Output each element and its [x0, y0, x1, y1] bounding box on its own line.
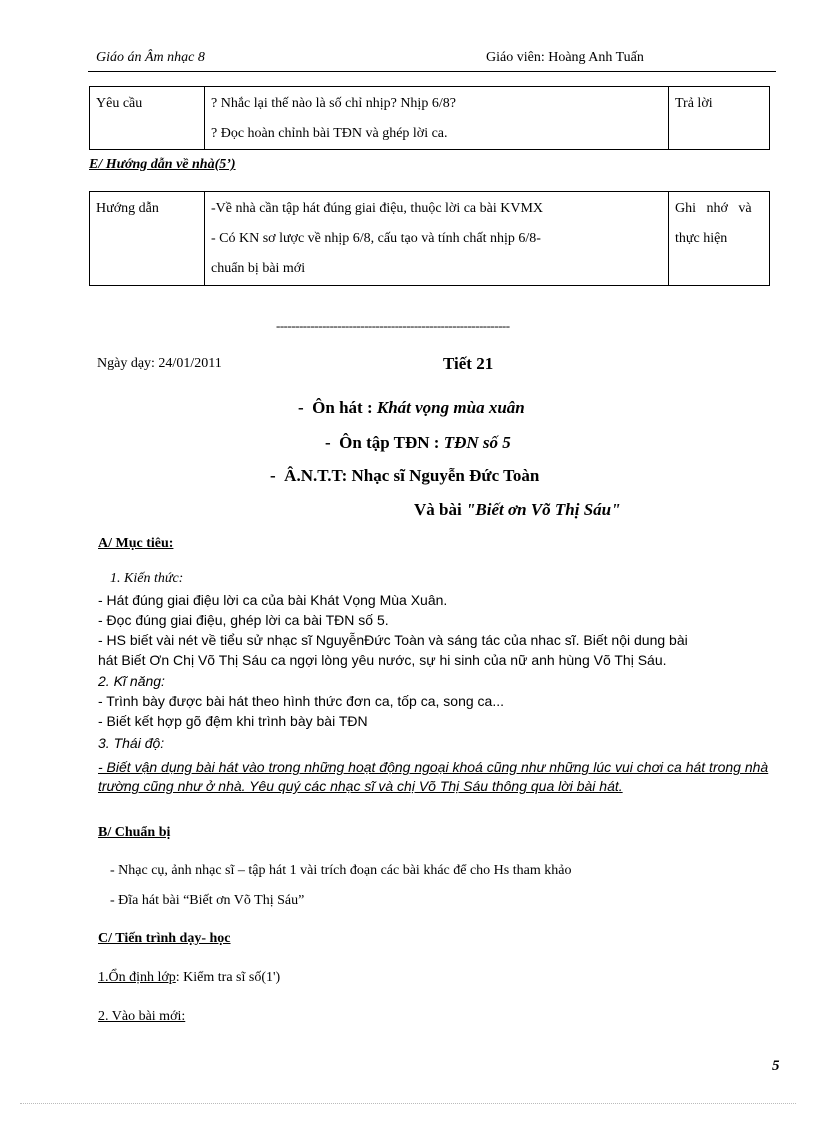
step-1-label: 1.Ổn định lớp — [98, 970, 176, 985]
attitude-text: - Biết vận dụng bài hát vào trong những hoạt động ngoại khoá cũng như những lúc vui chơi ca hát trong nhà trường cũng như ở nhà. Yêu quý các nhạc sĩ và chị Võ Thị Sáu thông qua lời bài hát. — [98, 759, 769, 794]
guidance-line-2: - Có KN sơ lược về nhịp 6/8, cấu tạo và tính chất nhịp 6/8- — [211, 231, 541, 246]
page-bottom-edge — [20, 1103, 796, 1104]
action-line-1: Ghi nhớ và — [675, 201, 752, 216]
table-cell-action — [669, 192, 770, 286]
table-cell-content — [205, 87, 669, 150]
section-c-heading: C/ Tiến trình dạy- học — [98, 931, 231, 946]
lesson-title: Tiết 21 — [443, 354, 494, 373]
guidance-line-3: chuẩn bị bài mới — [211, 261, 306, 276]
requirement-line-2: ? Đọc hoàn chỉnh bài TĐN và ghép lời ca. — [211, 126, 448, 141]
table-cell-label: Yêu cầu — [90, 87, 205, 150]
action-line-2: thực hiện — [675, 231, 728, 246]
table-row — [90, 87, 770, 150]
section-divider: ------------------------------------------------------------- — [276, 318, 510, 333]
header-teacher: Giáo viên: Hoàng Anh Tuấn — [486, 50, 644, 65]
knowledge-item-2: - Đọc đúng giai điệu, ghép lời ca bài TĐN số 5. — [98, 612, 389, 628]
header-rule — [88, 71, 776, 72]
step-1-rest: : Kiểm tra sĩ số(1') — [175, 970, 281, 985]
song-title-2: "Biết ơn Võ Thị Sáu" — [465, 500, 621, 519]
skills-heading: 2. Kĩ năng: — [98, 673, 165, 689]
lesson-item-3: - Â.N.T.T: Nhạc sĩ Nguyễn Đức Toàn — [270, 466, 540, 485]
section-b-heading: B/ Chuẩn bị — [98, 825, 171, 840]
table-cell-action: Trả lời — [669, 87, 770, 150]
sight-reading-title: TĐN số 5 — [443, 433, 511, 452]
lesson-item-2: - Ôn tập TĐN : TĐN số 5 — [325, 433, 511, 452]
guidance-line-1: -Về nhà cần tập hát đúng giai điệu, thuộc lời ca bài KVMX — [211, 201, 544, 216]
header-left-title: Giáo án Âm nhạc 8 — [96, 50, 205, 65]
requirements-table — [89, 86, 770, 150]
section-a-heading: A/ Mục tiêu: — [98, 536, 174, 551]
step-2: 2. Vào bài mới: — [98, 1009, 186, 1024]
skills-item-2: - Biết kết hợp gõ đệm khi trình bày bài TĐN — [98, 713, 368, 729]
table-cell-label: Hướng dẫn — [90, 192, 205, 286]
lesson-item-4: Và bài "Biết ơn Võ Thị Sáu" — [414, 500, 621, 519]
guidance-table — [89, 191, 770, 286]
attitude-heading: 3. Thái độ: — [98, 735, 165, 751]
lesson-date: Ngày dạy: 24/01/2011 — [97, 356, 222, 371]
song-title: Khát vọng mùa xuân — [376, 398, 525, 417]
knowledge-heading: 1. Kiến thức: — [110, 571, 184, 586]
knowledge-item-3a: - HS biết vài nét về tiểu sử nhạc sĩ NguyễnĐức Toàn và sáng tác của nhac sĩ. Biết nội dung bài — [98, 632, 688, 648]
lesson-item-1: - Ôn hát : Khát vọng mùa xuân — [298, 398, 525, 417]
skills-item-1: - Trình bày được bài hát theo hình thức đơn ca, tốp ca, song ca... — [98, 693, 504, 709]
requirement-line-1: ? Nhắc lại thế nào là số chỉ nhịp? Nhịp 6/8? — [211, 96, 456, 111]
knowledge-item-3b: hát Biết Ơn Chị Võ Thị Sáu ca ngợi lòng yêu nước, sự hi sinh của nữ anh hùng Võ Thị Sáu. — [98, 652, 667, 668]
knowledge-item-1: - Hát đúng giai điệu lời ca của bài Khát Vọng Mùa Xuân. — [98, 592, 448, 608]
page-number: 5 — [772, 1058, 780, 1074]
table-row — [90, 192, 770, 286]
section-e-heading: E/ Hướng dẫn về nhà(5’) — [89, 157, 236, 172]
step-1 — [98, 970, 280, 986]
prep-item-1: - Nhạc cụ, ảnh nhạc sĩ – tập hát 1 vài trích đoạn các bài khác để cho Hs tham khảo — [110, 863, 572, 878]
prep-item-2: - Đĩa hát bài “Biết ơn Võ Thị Sáu” — [110, 893, 305, 908]
table-cell-content — [205, 192, 669, 286]
